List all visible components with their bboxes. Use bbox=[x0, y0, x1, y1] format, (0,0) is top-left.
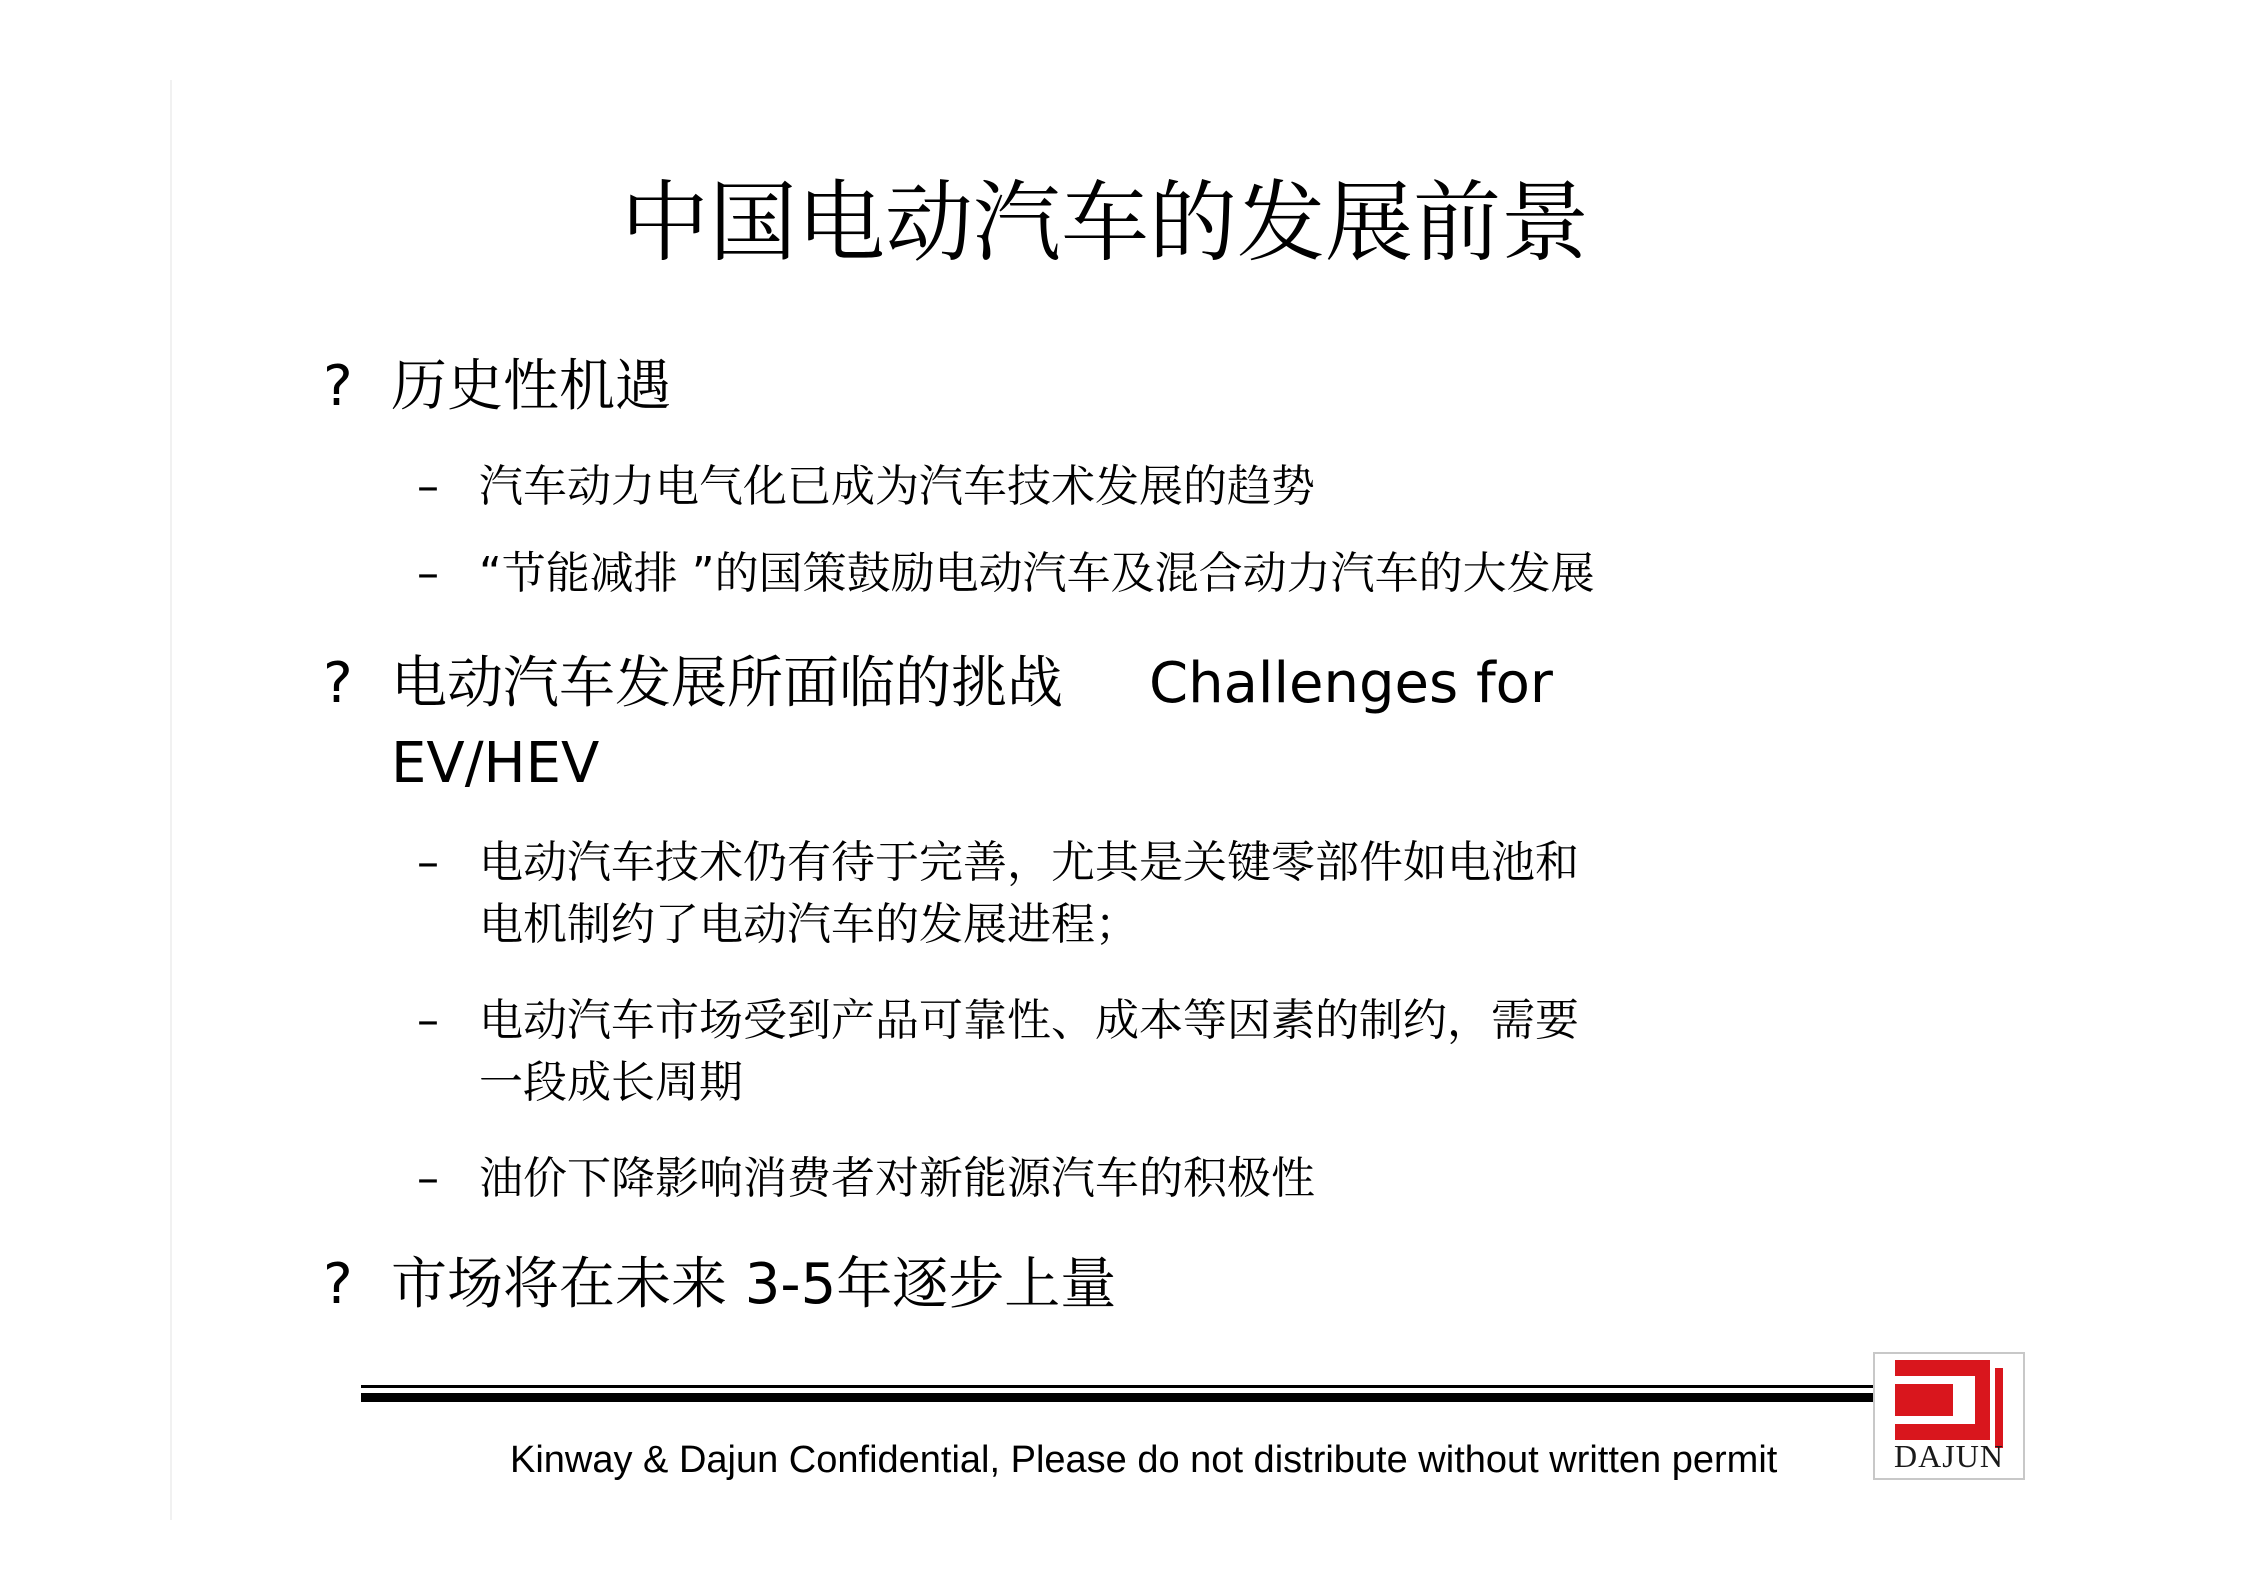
slide-edge bbox=[170, 80, 172, 1520]
sub-bullet-marker: – bbox=[417, 548, 439, 599]
confidential-notice: Kinway & Dajun Confidential, Please do not distribute without written permit bbox=[510, 1439, 1778, 1481]
footer-divider-thin bbox=[361, 1385, 1881, 1388]
sub-bullet-text: 油价下降影响消费者对新能源汽车的积极性 bbox=[479, 1153, 1315, 1204]
bullet-3 bbox=[323, 1245, 1116, 1325]
dajun-logo bbox=[1873, 1352, 2025, 1480]
bullet-marker: ? bbox=[323, 651, 353, 716]
bullet-marker: ? bbox=[323, 354, 353, 419]
dajun-logo-icon bbox=[1895, 1360, 2005, 1450]
footer-divider-thick bbox=[361, 1393, 1881, 1402]
sub-bullet-marker: – bbox=[417, 995, 439, 1046]
bullet-text: 历史性机遇 bbox=[391, 354, 671, 419]
sub-bullet-text: 汽车动力电气化已成为汽车技术发展的趋势 bbox=[479, 461, 1315, 512]
bullet-text-en: Challenges for bbox=[1149, 651, 1553, 716]
bullet-marker: ? bbox=[323, 1252, 353, 1317]
sub-bullet-2-2 bbox=[417, 990, 1579, 1114]
sub-bullet-1-2 bbox=[417, 543, 1595, 605]
bullet-text-cn: 电动汽车发展所面临的挑战 bbox=[391, 651, 1063, 716]
sub-bullet-marker: – bbox=[417, 461, 439, 512]
sub-bullet-text: “节能减排 ”的国策鼓励电动汽车及混合动力汽车的大发展 bbox=[479, 548, 1595, 599]
bullet-2 bbox=[323, 644, 1553, 804]
sub-bullet-line: 电动汽车技术仍有待于完善，尤其是关键零部件如电池和 bbox=[479, 837, 1579, 888]
bullet-text-line2: EV/HEV bbox=[391, 731, 600, 796]
logo-text: DAJUN bbox=[1894, 1438, 2004, 1474]
bullet-1 bbox=[323, 347, 671, 427]
sub-bullet-line: 电动汽车市场受到产品可靠性、成本等因素的制约，需要 bbox=[479, 995, 1579, 1046]
sub-bullet-line: 一段成长周期 bbox=[479, 1057, 743, 1108]
bullet-text bbox=[391, 644, 1553, 724]
sub-bullet-marker: – bbox=[417, 837, 439, 888]
sub-bullet-line: 电机制约了电动汽车的发展进程； bbox=[479, 899, 1139, 950]
slide-title: 中国电动汽车的发展前景 bbox=[620, 171, 1589, 274]
sub-bullet-marker: – bbox=[417, 1153, 439, 1204]
sub-bullet-2-1 bbox=[417, 832, 1579, 956]
sub-bullet-2-3 bbox=[417, 1148, 1315, 1210]
bullet-text: 市场将在未来 3-5年逐步上量 bbox=[391, 1252, 1117, 1317]
sub-bullet-1-1 bbox=[417, 456, 1315, 518]
